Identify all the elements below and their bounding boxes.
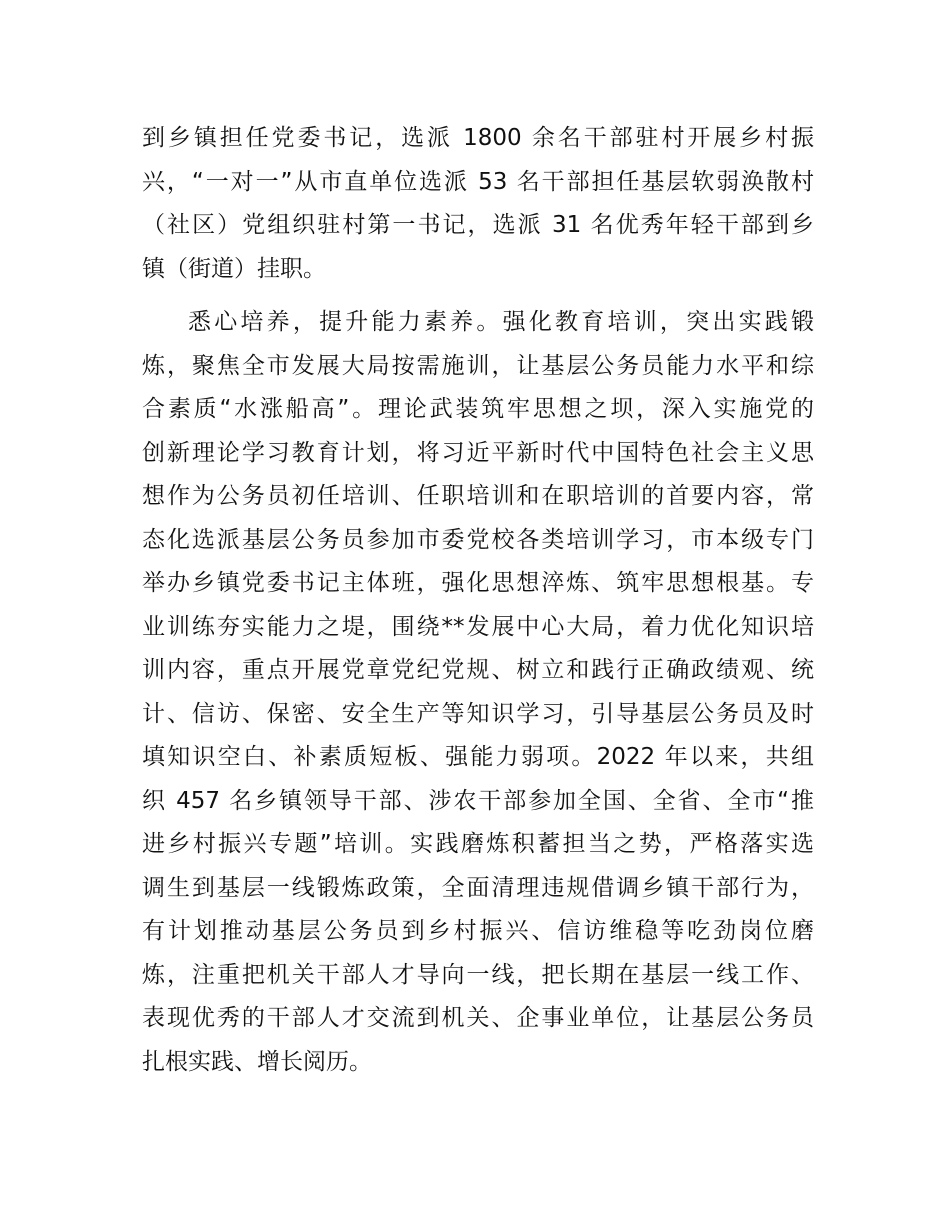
text-line: 织 457 名乡镇领导干部、涉农干部参加全国、全省、全市“推: [142, 787, 814, 814]
text-line: 炼，注重把机关干部人才导向一线，把长期在基层一线工作、: [142, 961, 814, 988]
text-line: 态化选派基层公务员参加市委党校各类培训学习，市本级专门: [142, 526, 814, 553]
text-line: 炼，聚焦全市发展大局按需施训，让基层公务员能力水平和综: [142, 352, 814, 379]
text-line: 填知识空白、补素质短板、强能力弱项。2022 年以来，共组: [142, 744, 814, 770]
text-line: 想作为公务员初任培训、任职培训和在职培训的首要内容，常: [142, 483, 814, 509]
text-line: 合素质“水涨船高”。理论武装筑牢思想之坝，深入实施党的: [142, 396, 814, 422]
text-line: 调生到基层一线锻炼政策，全面清理违规借调乡镇干部行为，: [142, 874, 814, 901]
text-line: （社区）党组织驻村第一书记，选派 31 名优秀年轻干部到乡: [142, 212, 814, 238]
text-line: 悉心培养，提升能力素养。强化教育培训，突出实践锻: [188, 309, 814, 335]
text-line: 进乡村振兴专题”培训。实践磨炼积蓄担当之势，严格落实选: [142, 831, 814, 857]
text-line: 到乡镇担任党委书记，选派 1800 余名干部驻村开展乡村振: [142, 125, 814, 151]
document-body: [142, 117, 814, 1084]
text-line: 有计划推动基层公务员到乡村振兴、信访维稳等吃劲岗位磨: [142, 918, 814, 944]
text-line: 扎根实践、增长阅历。: [142, 1048, 372, 1075]
text-line: 兴，“一对一”从市直单位选派 53 名干部担任基层软弱涣散村: [142, 168, 814, 195]
paragraph-2: [142, 301, 814, 1084]
text-line: 业训练夯实能力之堤，围绕**发展中心大局，着力优化知识培: [142, 613, 814, 640]
paragraph-1: [142, 117, 814, 291]
text-line: 训内容，重点开展党章党纪党规、树立和践行正确政绩观、统: [142, 657, 814, 683]
text-line: 镇（街道）挂职。: [142, 255, 326, 282]
paragraph-spacer: [142, 291, 814, 301]
text-line: 举办乡镇党委书记主体班，强化思想淬炼、筑牢思想根基。专: [142, 570, 814, 596]
text-line: 表现优秀的干部人才交流到机关、企事业单位，让基层公务员: [142, 1005, 814, 1031]
text-line: 创新理论学习教育计划，将习近平新时代中国特色社会主义思: [142, 439, 814, 466]
text-line: 计、信访、保密、安全生产等知识学习，引导基层公务员及时: [142, 700, 814, 727]
